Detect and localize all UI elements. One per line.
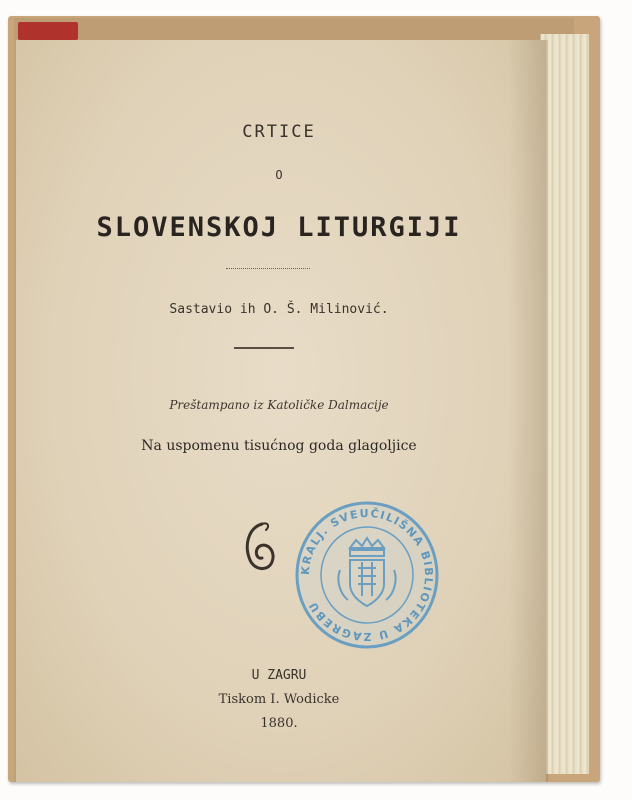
title-small: CRTICE (242, 122, 316, 142)
title-connector: O (275, 168, 283, 182)
printer-ornament-icon (240, 518, 280, 576)
divider-dotted (226, 268, 310, 269)
imprint-city: U ZAGRU (251, 668, 307, 683)
library-stamp (292, 500, 442, 650)
imprint-year: 1880. (260, 716, 298, 731)
memory-line: Na uspomenu tisućnog goda glagoljice (141, 438, 417, 454)
divider-solid (234, 347, 294, 349)
title-main: SLOVENSKOJ LITURGIJI (96, 212, 462, 243)
reprint-line: Preštampano iz Katoličke Dalmacije (169, 398, 389, 412)
author-line: Sastavio ih O. Š. Milinović. (169, 302, 389, 317)
spine-label (18, 22, 78, 40)
stamp-text: KRALJ. SVEUČILIŠNA BIBLIOTEKA U ZAGREBU (298, 506, 436, 644)
imprint-printer: Tiskom I. Wodicke (218, 692, 340, 707)
